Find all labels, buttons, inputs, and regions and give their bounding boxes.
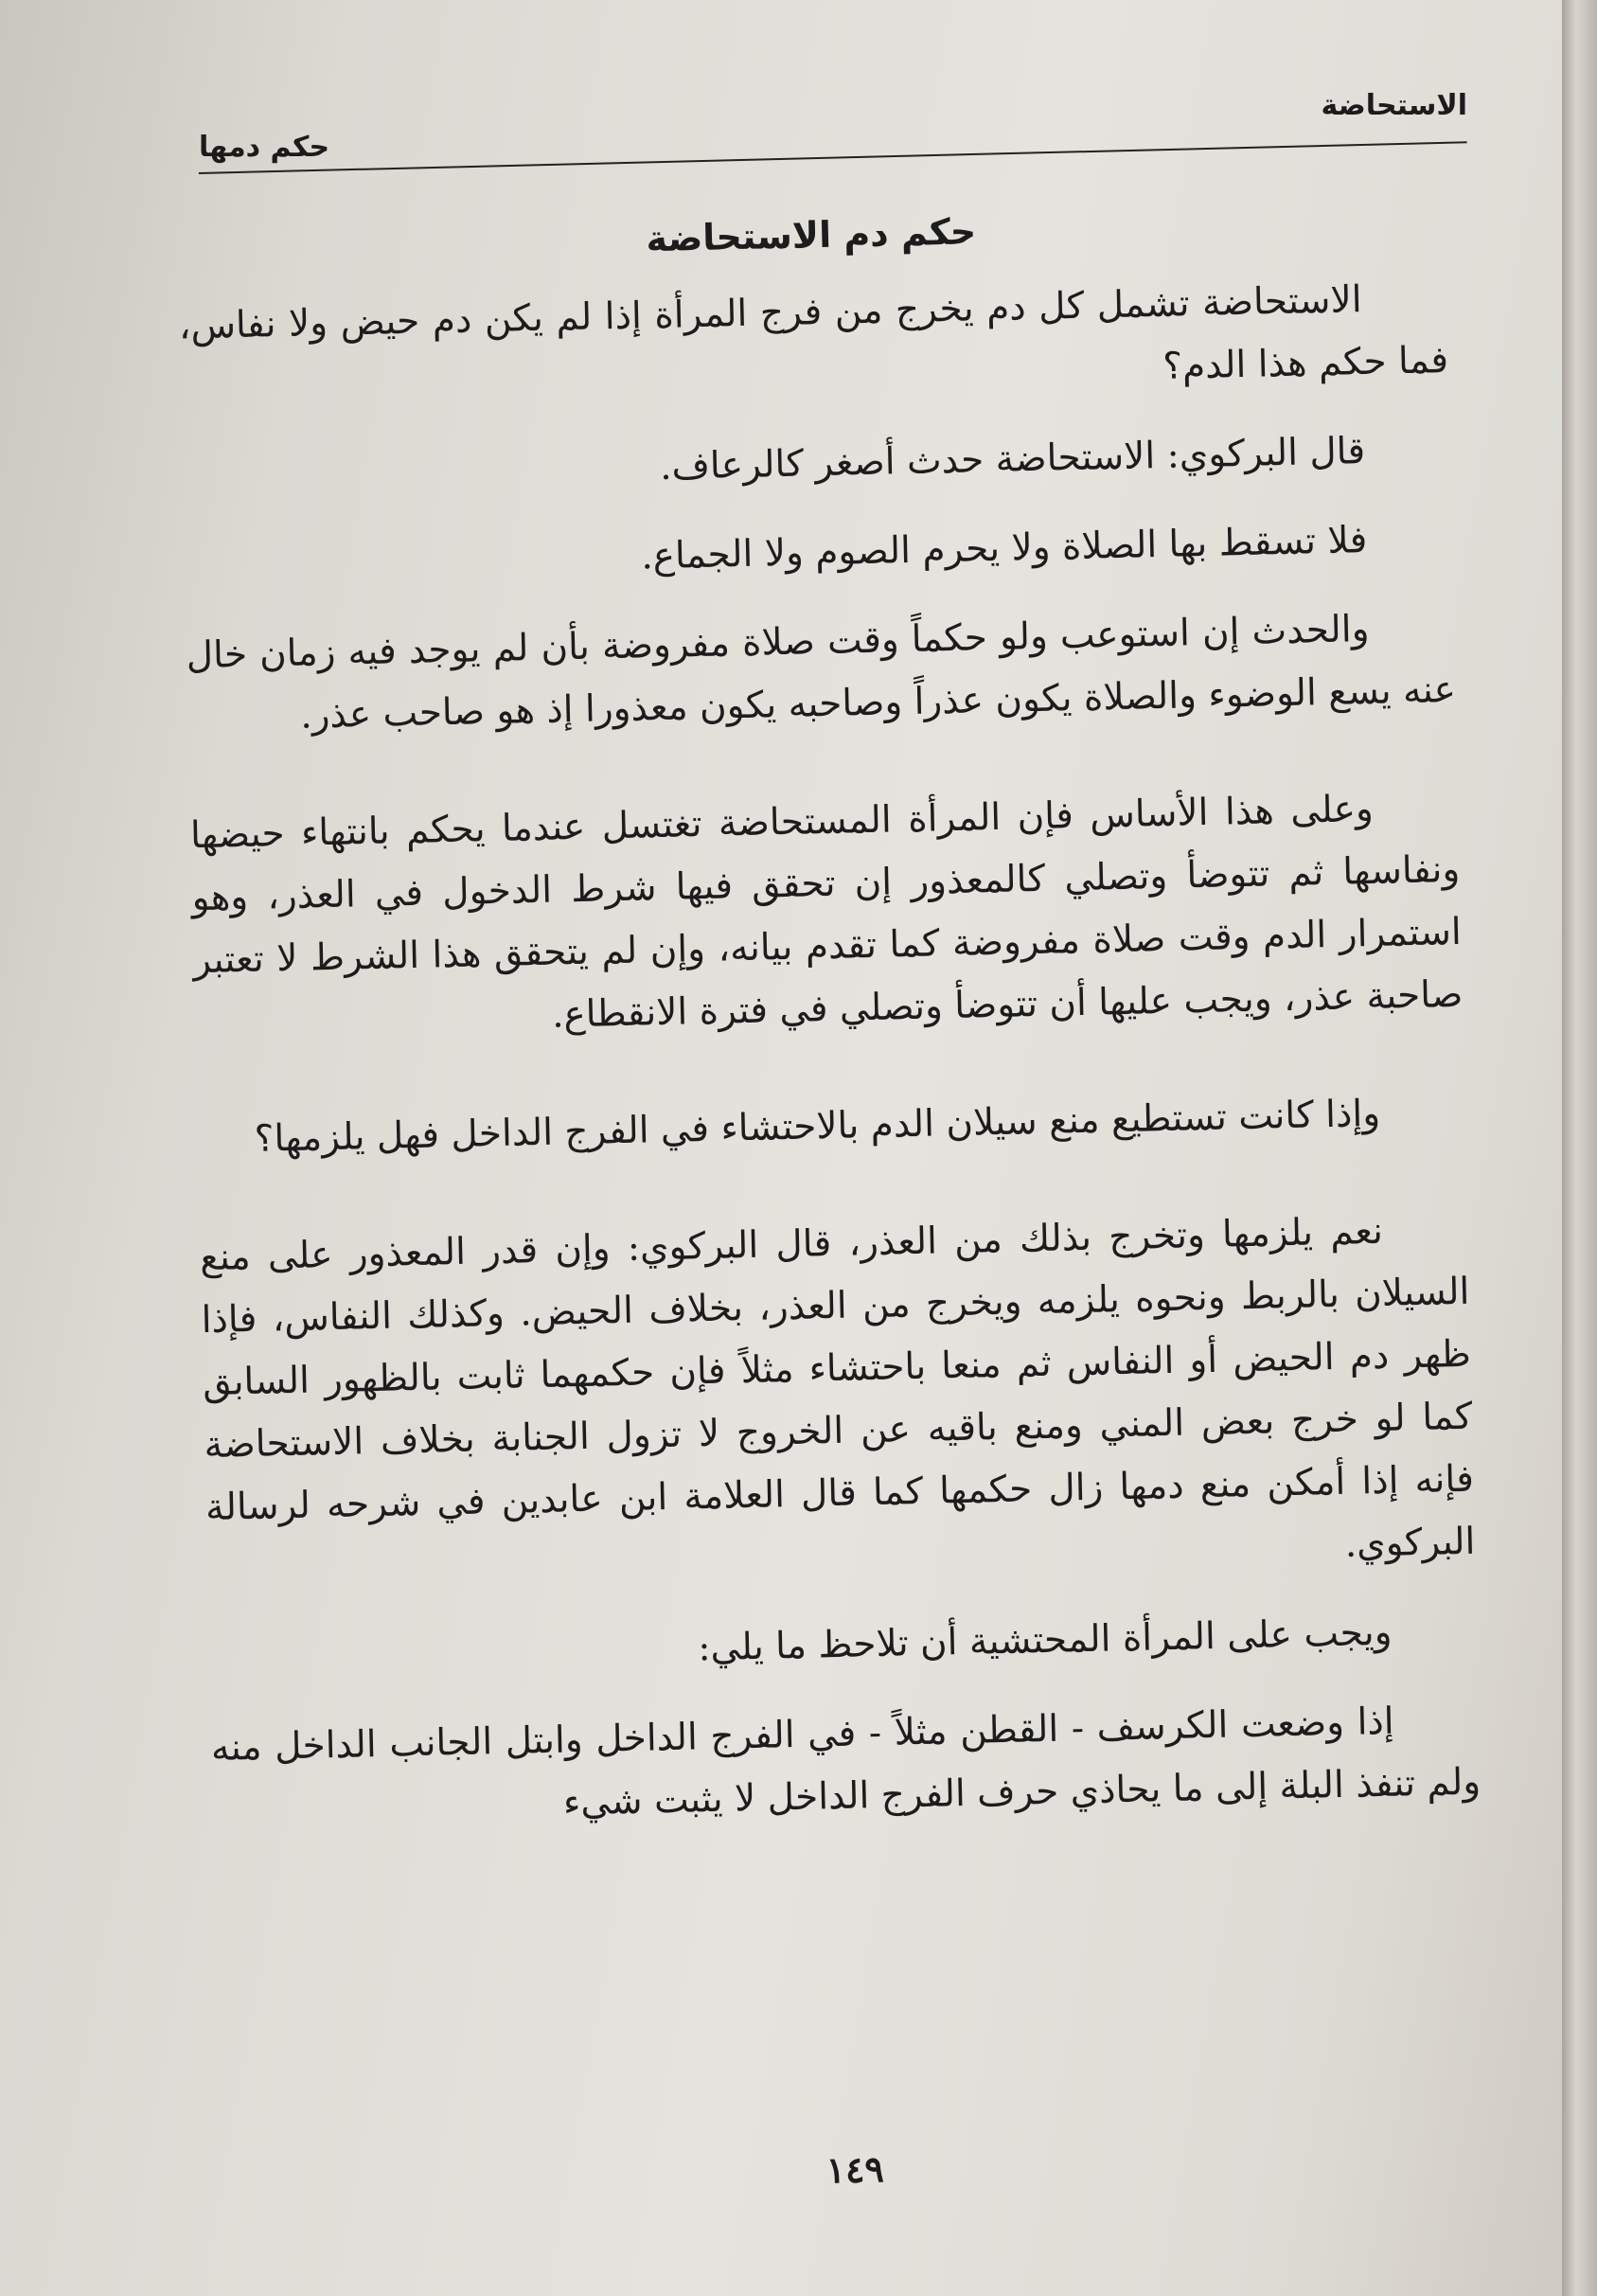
section-title: حكم دم الاستحاضة <box>645 210 977 260</box>
page-body <box>176 189 1490 2216</box>
page-header <box>199 76 1467 199</box>
paragraph: والحدث إن استوعب ولو حكماً وقت صلاة مفروضة بأن لم يوجد فيه زمان خال عنه يسع الوضوء والصلاة يكون عذراً وصاحبه يكون معذورا إذ هو صاحب عذر. <box>186 607 1457 738</box>
page-number: ١٤٩ <box>825 2147 885 2192</box>
header-rule <box>199 141 1467 174</box>
running-subtitle: حكم دمها <box>199 131 330 164</box>
next-page-edge <box>1562 0 1597 2296</box>
paragraph: وعلى هذا الأساس فإن المرأة المستحاضة تغتسل عندما يحكم بانتهاء حيضها ونفاسها ثم تتوضأ وتصلي كالمعذور إن تحقق فيها شرط الدخول في العذر، وهو استمرار الدم وقت صلاة مفروضة كما تقدم بيانه، وإن لم يتحقق هذا الشرط لا تعتبر صاحبة عذر، ويجب عليها أن تتوضأ وتصلي في فترة الانقطاع. <box>189 787 1464 1037</box>
paragraph: قال البركوي: الاستحاضة حدث أصغر كالرعاف. <box>659 430 1366 489</box>
paragraph: ويجب على المرأة المحتشية أن تلاحظ ما يلي: <box>697 1611 1393 1670</box>
running-title: الاستحاضة <box>1321 89 1467 122</box>
paragraph: إذا وضعت الكرسف - القطن مثلاً - في الفرج الداخل وابتل الجانب الداخل منه ولم تنفذ البلة إلى ما يحاذي حرف الفرج الداخل لا يثبت شيء <box>210 1700 1482 1824</box>
paragraph: وإذا كانت تستطيع منع سيلان الدم بالاحتشاء في الفرج الداخل فهل يلزمها؟ <box>254 1092 1381 1161</box>
paragraph: نعم يلزمها وتخرج بذلك من العذر، قال البركوي: وإن قدر المعذور على منع السيلان بالربط ونحوه يلزمه ويخرج من العذر، بخلاف الحيض. وكذلك النفاس، فإذا ظهر دم الحيض أو النفاس ثم منعا باحتشاء مثلاً فإن حكمهما ثابت بالظهور السابق كما لو خرج بعض المني ومنع باقيه عن الخروج لا تزول الجنابة بخلاف الاستحاضة فإنه إذا أمكن منع دمها زال حكمها كما قال العلامة ابن عابدين في شرحه لرسالة البركوي. <box>199 1209 1476 1566</box>
paragraph: الاستحاضة تشمل كل دم يخرج من فرج المرأة إذا لم يكن دم حيض ولا نفاس، فما حكم هذا الدم؟ <box>178 278 1449 388</box>
paragraph: فلا تسقط بها الصلاة ولا يحرم الصوم ولا الجماع. <box>640 519 1368 578</box>
